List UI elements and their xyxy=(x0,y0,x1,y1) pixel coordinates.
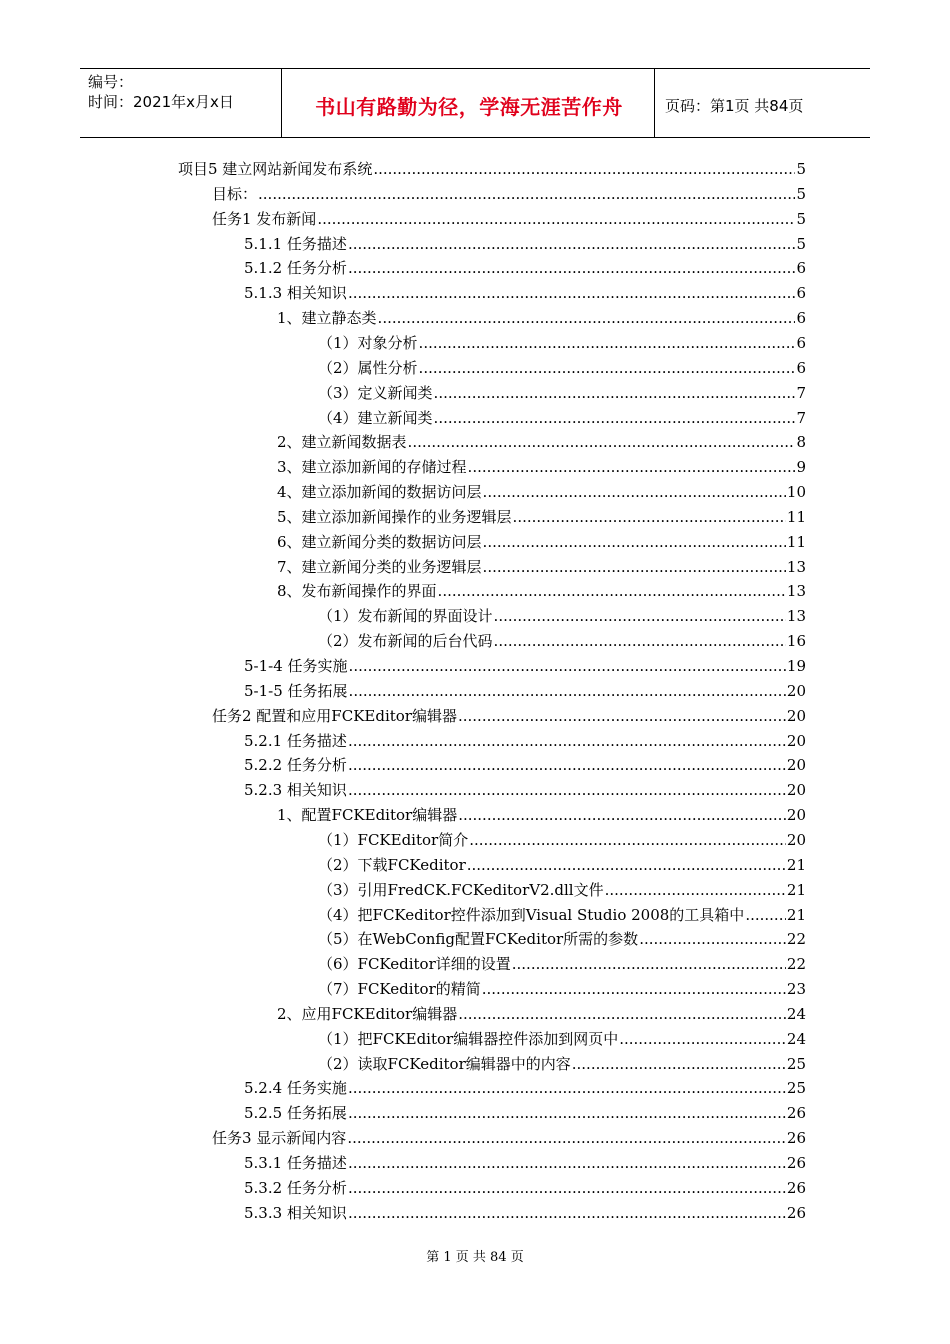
toc-leader-dots xyxy=(258,183,795,205)
toc-entry-title: 5.2.2 任务分析 xyxy=(244,756,347,775)
toc-entry[interactable] xyxy=(244,730,806,752)
toc-entry-title: 目标： xyxy=(212,184,258,203)
toc-entry-page: 22 xyxy=(786,930,806,949)
toc-leader-dots xyxy=(458,804,786,826)
toc-leader-dots xyxy=(348,1152,786,1174)
toc-entry-title: 3、建立添加新闻的存储过程 xyxy=(277,458,467,477)
toc-leader-dots xyxy=(438,580,786,602)
toc-entry-page: 20 xyxy=(786,806,806,825)
toc-entry-page: 21 xyxy=(786,855,806,874)
toc-entry-title: （7）FCKeditor的精简 xyxy=(318,980,481,999)
toc-entry-page: 26 xyxy=(786,1178,806,1197)
toc-entry-title: （4）把FCKeditor控件添加到Visual Studio 2008的工具箱中 xyxy=(318,905,745,924)
toc-entry-page: 16 xyxy=(786,632,806,651)
toc-entry[interactable] xyxy=(318,829,806,851)
time-label: 时间：2021年x月x日 xyxy=(88,93,234,111)
toc-entry[interactable] xyxy=(318,904,806,926)
toc-entry-page: 20 xyxy=(786,830,806,849)
toc-entry-title: （3）定义新闻类 xyxy=(318,383,433,402)
header-meta xyxy=(88,72,234,112)
toc-entry[interactable] xyxy=(212,183,806,205)
toc-leader-dots xyxy=(419,357,796,379)
toc-leader-dots xyxy=(494,605,786,627)
toc-leader-dots xyxy=(348,1177,786,1199)
toc-entry-page: 10 xyxy=(786,483,806,502)
toc-entry[interactable] xyxy=(318,854,806,876)
toc-entry[interactable] xyxy=(244,233,806,255)
toc-entry-page: 6 xyxy=(796,309,806,328)
toc-entry-title: 5-1-4 任务实施 xyxy=(244,657,348,675)
toc-entry-title: 2、应用FCKEditor编辑器 xyxy=(277,1004,458,1023)
toc-entry[interactable] xyxy=(277,556,806,578)
toc-entry-title: （3）引用FredCK.FCKeditorV2.dll文件 xyxy=(318,880,604,899)
toc-entry-title: （1）把FCKEditor编辑器控件添加到网页中 xyxy=(318,1029,619,1048)
toc-entry[interactable] xyxy=(318,605,806,627)
toc-entry[interactable] xyxy=(244,754,806,776)
toc-entry[interactable] xyxy=(277,456,806,478)
toc-entry-page: 21 xyxy=(786,905,806,924)
toc-leader-dots xyxy=(419,332,796,354)
toc-leader-dots xyxy=(373,158,795,180)
toc-entry-title: 任务3 显示新闻内容 xyxy=(212,1129,347,1148)
header-page-info: 页码：第1页 共84页 xyxy=(665,97,804,115)
toc-leader-dots xyxy=(348,233,796,255)
toc-entry-page: 23 xyxy=(786,980,806,999)
toc-entry[interactable] xyxy=(318,630,806,652)
toc-entry-title: 5.2.4 任务实施 xyxy=(244,1079,347,1098)
toc-entry-page: 6 xyxy=(796,358,806,377)
toc-leader-dots xyxy=(348,1077,786,1099)
toc-entry[interactable] xyxy=(318,357,806,379)
toc-entry-page: 22 xyxy=(786,955,806,974)
toc-leader-dots xyxy=(348,779,786,801)
toc-entry-title: （1）发布新闻的界面设计 xyxy=(318,607,493,626)
toc-leader-dots xyxy=(494,630,786,652)
toc-entry-page: 11 xyxy=(786,507,806,526)
toc-leader-dots xyxy=(434,382,796,404)
toc-entry-page: 7 xyxy=(796,408,806,427)
toc-leader-dots xyxy=(347,1127,786,1149)
toc-leader-dots xyxy=(378,307,796,329)
toc-entry[interactable] xyxy=(318,978,806,1000)
toc-entry-title: 5.2.5 任务拓展 xyxy=(244,1104,347,1123)
toc-entry-page: 26 xyxy=(786,1203,806,1222)
toc-entry[interactable] xyxy=(244,1177,806,1199)
toc-entry[interactable] xyxy=(244,282,806,304)
toc-entry[interactable] xyxy=(318,1053,806,1075)
toc-entry-title: 8、发布新闻操作的界面 xyxy=(277,582,437,601)
toc-entry[interactable] xyxy=(244,655,806,677)
toc-entry-page: 6 xyxy=(796,284,806,303)
toc-entry-page: 26 xyxy=(786,1129,806,1148)
toc-entry-title: 任务1 发布新闻 xyxy=(212,209,317,228)
toc-entry[interactable] xyxy=(318,879,806,901)
toc-entry[interactable] xyxy=(318,407,806,429)
toc-entry-title: 5.1.3 相关知识 xyxy=(244,284,347,303)
toc-entry-title: 7、建立新闻分类的业务逻辑层 xyxy=(277,557,482,576)
toc-entry-page: 5 xyxy=(796,209,806,228)
toc-leader-dots xyxy=(408,431,796,453)
toc-entry-page: 24 xyxy=(786,1029,806,1048)
toc-entry-page: 11 xyxy=(786,532,806,551)
toc-entry-page: 25 xyxy=(786,1079,806,1098)
toc-entry-title: （4）建立新闻类 xyxy=(318,408,433,427)
toc-leader-dots xyxy=(572,1053,786,1075)
toc-entry-title: （2）发布新闻的后台代码 xyxy=(318,632,493,651)
toc-entry-title: 2、建立新闻数据表 xyxy=(277,433,407,452)
toc-leader-dots xyxy=(348,754,786,776)
toc-entry-page: 8 xyxy=(796,433,806,452)
toc-entry-page: 9 xyxy=(796,458,806,477)
toc-entry-title: 项目5 建立网站新闻发布系统 xyxy=(178,160,373,178)
toc-entry-page: 26 xyxy=(786,1154,806,1172)
toc-entry-title: （2）下载FCKeditor xyxy=(318,855,466,874)
toc-entry[interactable] xyxy=(277,804,806,826)
toc-leader-dots xyxy=(349,655,786,677)
toc-leader-dots xyxy=(317,208,795,230)
toc-entry[interactable] xyxy=(244,779,806,801)
page-footer: 第 1 页 共 84 页 xyxy=(426,1250,524,1265)
toc-entry-page: 25 xyxy=(786,1054,806,1073)
toc-entry-page: 13 xyxy=(786,607,806,626)
toc-leader-dots xyxy=(483,481,786,503)
toc-entry-page: 20 xyxy=(786,706,806,725)
toc-leader-dots xyxy=(619,1028,786,1050)
toc-entry-title: （6）FCKeditor详细的设置 xyxy=(318,955,511,974)
toc-leader-dots xyxy=(512,953,786,975)
toc-entry[interactable] xyxy=(244,1102,806,1124)
toc-leader-dots xyxy=(745,904,786,926)
toc-entry-title: （2）读取FCKeditor编辑器中的内容 xyxy=(318,1054,571,1073)
toc-entry-title: 5-1-5 任务拓展 xyxy=(244,681,348,700)
toc-leader-dots xyxy=(434,407,796,429)
toc-entry-page: 19 xyxy=(786,657,806,675)
toc-entry-page: 26 xyxy=(786,1104,806,1123)
toc-entry-title: 5.3.3 相关知识 xyxy=(244,1203,347,1222)
toc-leader-dots xyxy=(348,282,796,304)
toc-entry-page: 7 xyxy=(796,383,806,402)
page-header xyxy=(80,68,870,138)
toc-entry-title: 4、建立添加新闻的数据访问层 xyxy=(277,483,482,502)
toc-entry[interactable] xyxy=(244,1202,806,1224)
toc-entry[interactable] xyxy=(277,580,806,602)
toc-leader-dots xyxy=(483,556,786,578)
toc-entry[interactable] xyxy=(244,680,806,702)
header-motto: 书山有路勤为径，学海无涯苦作舟 xyxy=(315,95,623,119)
toc-entry[interactable] xyxy=(277,431,806,453)
toc-entry[interactable] xyxy=(277,1003,806,1025)
toc-entry-page: 6 xyxy=(796,259,806,278)
toc-entry[interactable] xyxy=(212,208,806,230)
toc-entry-page: 13 xyxy=(786,582,806,601)
toc-entry[interactable] xyxy=(277,506,806,528)
toc-entry-page: 20 xyxy=(786,731,806,750)
toc-entry-title: （1）FCKEditor简介 xyxy=(318,830,469,849)
toc-entry-title: （2）属性分析 xyxy=(318,358,418,377)
toc-entry[interactable] xyxy=(212,705,806,727)
toc-entry-title: （1）对象分析 xyxy=(318,333,418,352)
toc-entry-title: 任务2 配置和应用FCKEditor编辑器 xyxy=(212,706,457,725)
toc-entry[interactable] xyxy=(318,382,806,404)
toc-leader-dots xyxy=(348,730,786,752)
toc-leader-dots xyxy=(348,1202,786,1224)
toc-entry-title: 5.2.3 相关知识 xyxy=(244,781,347,800)
toc-leader-dots xyxy=(468,456,796,478)
toc-entry-title: （5）在WebConfig配置FCKeditor所需的参数 xyxy=(318,930,639,949)
toc-entry-title: 5.2.1 任务描述 xyxy=(244,731,347,750)
toc-entry[interactable] xyxy=(244,1077,806,1099)
toc-entry[interactable] xyxy=(244,1152,806,1174)
toc-entry-page: 6 xyxy=(796,333,806,352)
toc-entry[interactable] xyxy=(277,307,806,329)
toc-leader-dots xyxy=(639,928,786,950)
toc-entry-page: 13 xyxy=(786,557,806,576)
toc-leader-dots xyxy=(483,531,786,553)
toc-entry-page: 5 xyxy=(796,184,806,203)
toc-entry-title: 1、建立静态类 xyxy=(277,309,377,328)
toc-leader-dots xyxy=(458,1003,786,1025)
toc-entry[interactable] xyxy=(178,158,806,180)
toc-entry-page: 24 xyxy=(786,1004,806,1023)
toc-leader-dots xyxy=(458,705,786,727)
toc-leader-dots xyxy=(469,829,786,851)
toc-entry-page: 5 xyxy=(796,160,806,178)
toc-entry-page: 20 xyxy=(786,756,806,775)
toc-entry-page: 5 xyxy=(796,234,806,253)
toc-entry-page: 20 xyxy=(786,681,806,700)
toc-leader-dots xyxy=(482,978,786,1000)
toc-entry[interactable] xyxy=(318,1028,806,1050)
toc-leader-dots xyxy=(348,1102,786,1124)
toc-entry-title: 5.3.2 任务分析 xyxy=(244,1178,347,1197)
toc-entry[interactable] xyxy=(277,481,806,503)
toc-leader-dots xyxy=(605,879,786,901)
toc-leader-dots xyxy=(467,854,786,876)
toc-entry[interactable] xyxy=(277,531,806,553)
toc-entry[interactable] xyxy=(318,953,806,975)
toc-leader-dots xyxy=(349,680,786,702)
toc-entry-title: 5.3.1 任务描述 xyxy=(244,1154,347,1172)
toc-entry-title: 6、建立新闻分类的数据访问层 xyxy=(277,532,482,551)
toc-entry[interactable] xyxy=(212,1127,806,1149)
toc-entry-title: 5.1.2 任务分析 xyxy=(244,259,347,278)
toc-entry[interactable] xyxy=(318,928,806,950)
header-divider-right xyxy=(654,69,655,137)
toc-leader-dots xyxy=(513,506,786,528)
toc-entry-title: 5、建立添加新闻操作的业务逻辑层 xyxy=(277,507,512,526)
number-label: 编号： xyxy=(88,73,134,91)
toc-entry-title: 5.1.1 任务描述 xyxy=(244,234,347,253)
toc-entry-page: 21 xyxy=(786,880,806,899)
toc-entry-title: 1、配置FCKEditor编辑器 xyxy=(277,806,458,825)
toc-leader-dots xyxy=(348,257,796,279)
toc-entry[interactable] xyxy=(318,332,806,354)
toc-entry-page: 20 xyxy=(786,781,806,800)
toc-entry[interactable] xyxy=(244,257,806,279)
